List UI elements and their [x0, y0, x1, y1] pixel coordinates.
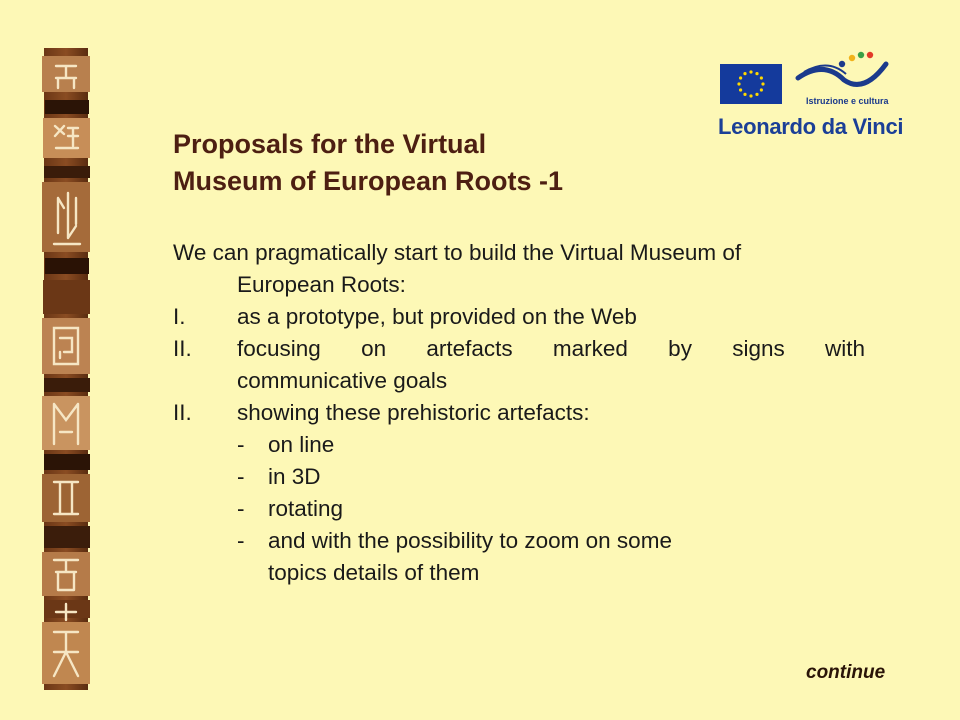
sub-list-text: on line: [268, 432, 335, 457]
sub-list-item: [173, 525, 865, 589]
sub-list-text: [268, 525, 865, 589]
continue-link[interactable]: continue: [806, 662, 886, 683]
list-item-number: II.: [173, 336, 192, 361]
sub-list-text: rotating: [268, 496, 344, 521]
sub-list-text-line-2: topics details of them: [268, 560, 480, 585]
sub-list-text-line-1: and with the possibility to zoom on some: [268, 528, 672, 553]
sub-list-item: [173, 429, 865, 461]
prehistoric-signs-strip: [42, 48, 92, 690]
list-item-text-line-1: focusing on artefacts marked by signs with: [237, 336, 865, 361]
logo-subtitle: Istruzione e cultura: [806, 96, 889, 106]
list-item-number: II.: [173, 400, 192, 425]
list-item: [173, 301, 865, 333]
list-item: [173, 333, 865, 397]
sub-list-dash: -: [237, 528, 245, 553]
list-item-text: as a prototype, but provided on the Web: [237, 304, 637, 329]
intro-line-1: We can pragmatically start to build the Virtual Museum of: [173, 240, 742, 265]
sub-list-dash: -: [237, 496, 245, 521]
list-item: [173, 397, 865, 429]
intro-line-2: European Roots:: [237, 272, 406, 297]
sub-list-item: [173, 461, 865, 493]
sub-list-dash: -: [237, 464, 245, 489]
slide-body: [173, 237, 865, 589]
list-item-number: I.: [173, 304, 186, 329]
title-line-2: Museum of European Roots -1: [173, 166, 564, 196]
list-item-text: [237, 333, 865, 397]
list-item-text-line-2: communicative goals: [237, 368, 448, 393]
list-item-text: showing these prehistoric artefacts:: [237, 400, 590, 425]
signs-strip-icon: [42, 48, 92, 690]
slide-title: [173, 126, 773, 200]
sub-list-text: in 3D: [268, 464, 321, 489]
ldv-swoosh-icon: [794, 50, 904, 96]
logo-name: Leonardo da Vinci: [718, 114, 904, 139]
title-line-1: Proposals for the Virtual: [173, 129, 487, 159]
eu-flag-icon: [720, 64, 782, 104]
sub-list-dash: -: [237, 432, 245, 457]
sub-list-item: [173, 493, 865, 525]
